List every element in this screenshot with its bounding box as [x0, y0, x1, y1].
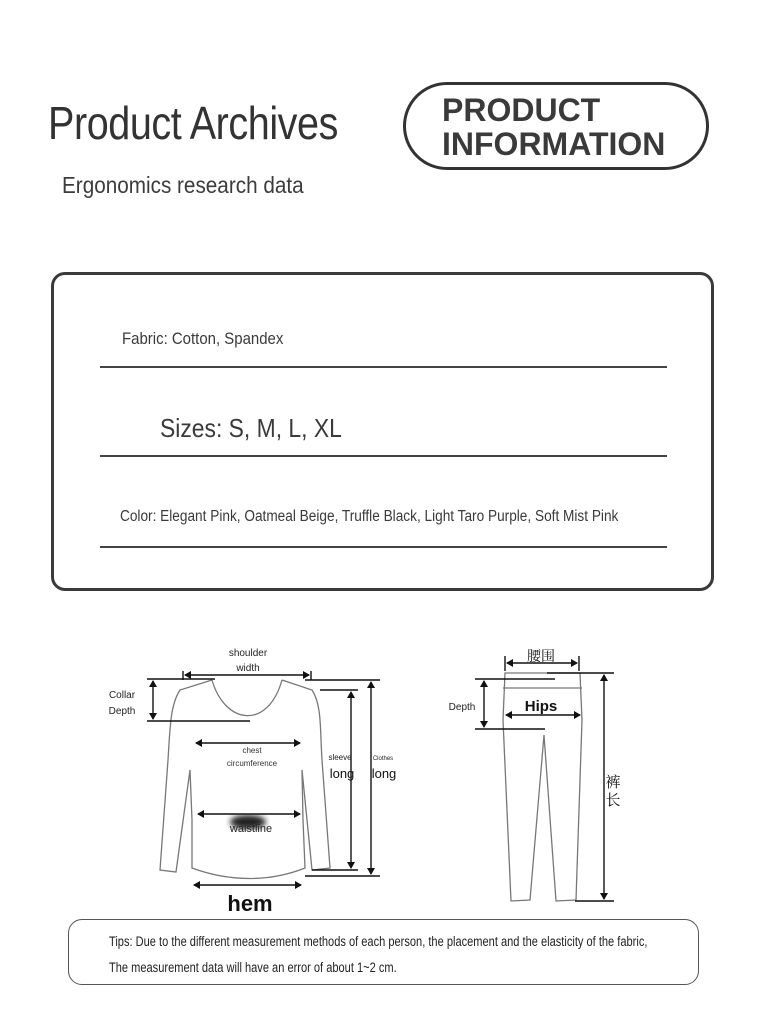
- page-title: Product Archives: [48, 97, 338, 149]
- shoulder-width-label-2: width: [236, 663, 260, 674]
- divider: [100, 455, 667, 457]
- chest-label-2: circumference: [226, 759, 278, 768]
- color-text: Color: Elegant Pink, Oatmeal Beige, Truffle Black, Light Taro Purple, Soft Mist Pink: [120, 508, 619, 525]
- badge-line-2: INFORMATION: [442, 126, 666, 162]
- pants-measurements: [475, 656, 614, 901]
- product-information-badge: [403, 82, 709, 170]
- product-info-card: [51, 272, 714, 591]
- waist-label: 腰围: [527, 648, 555, 664]
- waistline-label: waistline: [229, 823, 273, 835]
- shoulder-width-label-1: shoulder: [228, 648, 268, 659]
- depth-label: Depth: [448, 702, 476, 713]
- clothes-label-2: long: [371, 766, 397, 781]
- page-subtitle: Ergonomics research data: [62, 172, 304, 198]
- pants-length-label-1: 裤: [605, 774, 621, 791]
- collar-depth-label-2: Depth: [108, 706, 136, 717]
- fabric-text: Fabric: Cotton, Spandex: [122, 329, 284, 348]
- pants-length-label-2: 长: [605, 792, 621, 809]
- divider: [100, 366, 667, 368]
- badge-line-1: PRODUCT: [442, 92, 601, 128]
- sizes-text: Sizes: S, M, L, XL: [160, 413, 342, 443]
- divider: [100, 546, 667, 548]
- sleeve-label-1: sleeve: [328, 753, 352, 762]
- tips-box: [68, 919, 699, 985]
- chest-label-1: chest: [242, 746, 262, 755]
- collar-depth-label-1: Collar: [108, 690, 136, 701]
- tips-line-1: Tips: Due to the different measurement methods of each person, the placement and the elasticity of the fabric,: [109, 934, 648, 949]
- sleeve-label-2: long: [329, 766, 355, 781]
- hem-label: hem: [227, 891, 273, 915]
- measurement-diagram: [0, 630, 768, 915]
- hips-label: Hips: [524, 698, 558, 715]
- tips-line-2: The measurement data will have an error of about 1~2 cm.: [109, 960, 397, 975]
- shirt-illustration: [160, 680, 330, 879]
- clothes-label-1: Clothes: [372, 756, 394, 762]
